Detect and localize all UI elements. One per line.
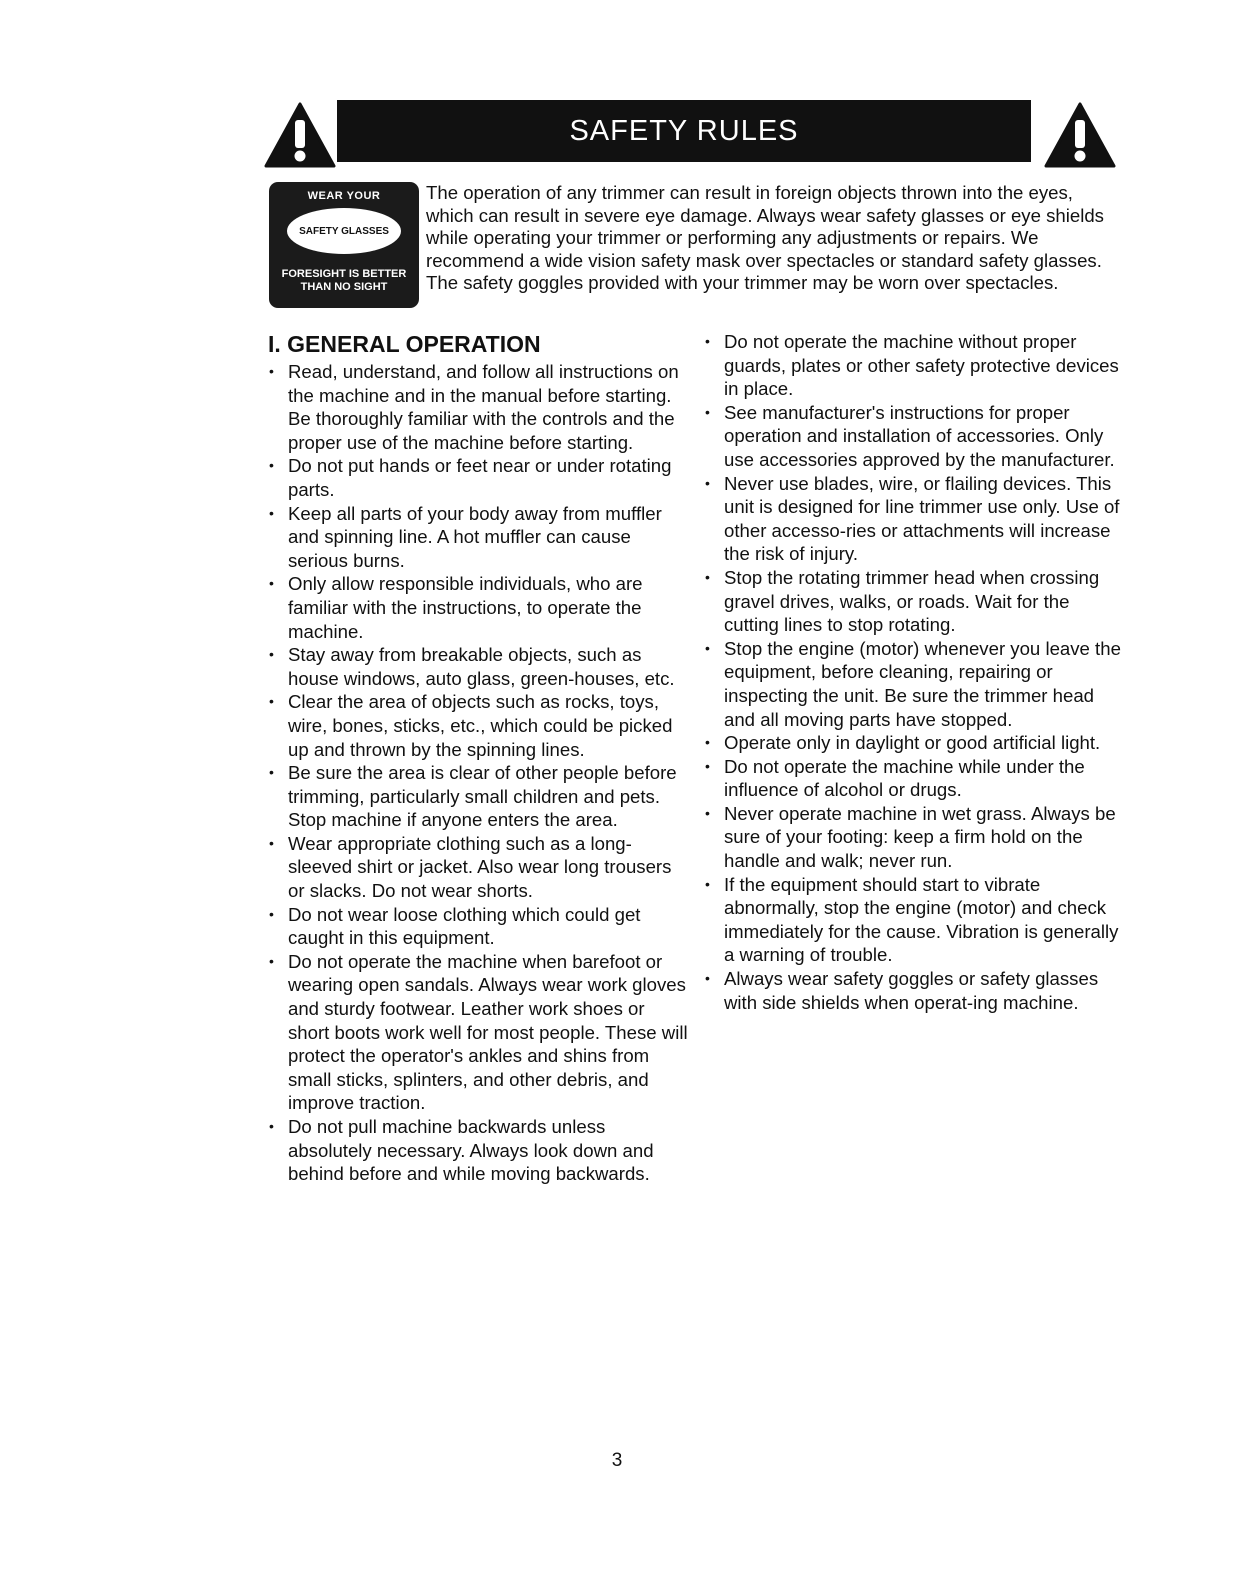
badge-oval-text: SAFETY GLASSES [299,225,389,237]
warning-triangle-icon [1044,102,1116,168]
rule-item: • Do not wear loose clothing which could get caught in this equipment. [268,903,690,950]
rule-item: • Do not pull machine backwards unless absolutely necessary. Always look down and behind before and while moving backwards. [268,1115,690,1186]
rule-item: • Stop the engine (motor) whenever you leave the equipment, before cleaning, repairing or inspecting the unit. Be sure the trimmer head and all moving parts have stopped. [704,637,1128,731]
intro-paragraph: The operation of any trimmer can result in foreign objects thrown into the eyes, which can result in severe eye damage. Always wear safety glasses or eye shields while operating your trimmer or performing any adjustments or repairs. We recommend a wide vision safety mask over spectacles or standard safety glasses. The safety goggles provided with your trimmer may be worn over spectacles. [426,182,1104,293]
rule-item: • Do not put hands or feet near or under rotating parts. [268,454,690,501]
warning-triangle-icon [264,102,336,168]
rule-item: • Clear the area of objects such as rocks, toys, wire, bones, sticks, etc., which could be picked up and thrown by the spinning lines. [268,690,690,761]
rule-item: • Keep all parts of your body away from muffler and spinning line. A hot muffler can cause serious burns. [268,502,690,573]
rule-item: • Read, understand, and follow all instructions on the machine and in the manual before starting. Be thoroughly familiar with the controls and the proper use of the machine before starting. [268,360,690,454]
rule-item: • Stay away from breakable objects, such as house windows, auto glass, green-houses, etc. [268,643,690,690]
badge-bottom-text [269,268,419,294]
page-number: 3 [611,1450,623,1471]
badge-bottom-line: FORESIGHT IS BETTER [281,268,407,280]
page-title: SAFETY RULES [337,100,1031,162]
badge-top-text: WEAR YOUR [307,190,381,202]
right-column [704,330,1128,1014]
rule-item: • Operate only in daylight or good artificial light. [704,731,1128,755]
rule-item: • Stop the rotating trimmer head when crossing gravel drives, walks, or roads. Wait for the cutting lines to stop rotating. [704,566,1128,637]
right-rules-list [704,330,1128,1014]
rule-item: • If the equipment should start to vibrate abnormally, stop the engine (motor) and check immediately for the cause. Vibration is generally a warning of trouble. [704,873,1128,967]
rule-item: • Be sure the area is clear of other people before trimming, particularly small children and pets. Stop machine if anyone enters the area. [268,761,690,832]
rule-item: • See manufacturer's instructions for proper operation and installation of accessories. Only use accessories approved by the manufacturer. [704,401,1128,472]
rule-item: • Always wear safety goggles or safety glasses with side shields when operat-ing machine. [704,967,1128,1014]
badge-bottom-line: THAN NO SIGHT [300,281,388,293]
safety-glasses-icon [287,208,401,254]
left-column [268,330,690,1186]
rule-item: • Only allow responsible individuals, who are familiar with the instructions, to operate the machine. [268,572,690,643]
section-title: I. GENERAL OPERATION [268,331,541,357]
rule-item: • Never operate machine in wet grass. Always be sure of your footing: keep a firm hold on the handle and walk; never run. [704,802,1128,873]
safety-rules-header [262,100,1118,170]
rule-item: • Do not operate the machine without proper guards, plates or other safety protective devices in place. [704,330,1128,401]
rule-item: • Do not operate the machine while under the influence of alcohol or drugs. [704,755,1128,802]
rule-item: • Do not operate the machine when barefoot or wearing open sandals. Always wear work gloves and sturdy footwear. Leather work shoes or short boots work well for most people. These will protect the operator's ankles and shins from small sticks, splinters, and other debris, and improve traction. [268,950,690,1115]
rule-item: • Never use blades, wire, or flailing devices. This unit is designed for line trimmer use only. Use of other accesso-ries or attachments will increase the risk of injury. [704,472,1128,566]
left-rules-list [268,360,690,1186]
rule-item: • Wear appropriate clothing such as a long-sleeved shirt or jacket. Also wear long trousers or slacks. Do not wear shorts. [268,832,690,903]
safety-glasses-badge [269,182,419,308]
